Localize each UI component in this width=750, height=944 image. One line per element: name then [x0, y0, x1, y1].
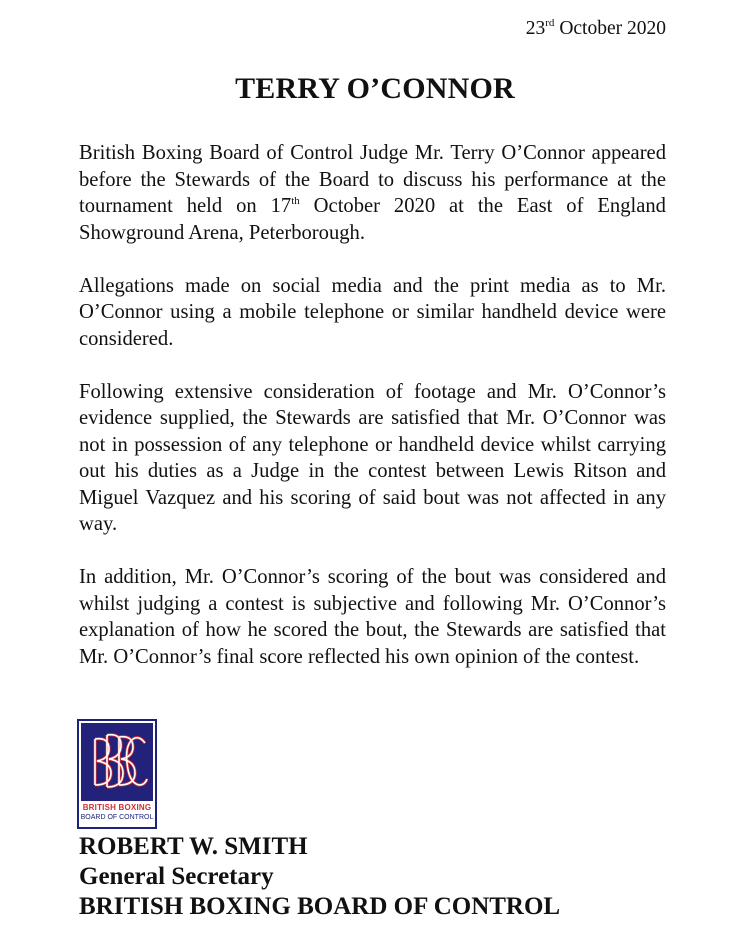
paragraph-3: Following extensive consideration of footage and Mr. O’Connor’s evidence supplied, the Stewards are satisfied that Mr. O’Connor was not in possession of any telephone or handheld device whilst carrying out his duties as a Judge in the contest between Lewis Ritson and Miguel Vazquez and his scoring of said bout was not affected in any way.	[79, 380, 666, 535]
signature-block	[79, 832, 560, 922]
logo-text-line1: BRITISH BOXING	[82, 803, 152, 812]
signatory-organisation: BRITISH BOXING BOARD OF CONTROL	[79, 893, 561, 920]
ordinal-suffix: th	[291, 195, 300, 207]
date-rest: October 2020	[554, 18, 666, 39]
paragraph-4: In addition, Mr. O’Connor’s scoring of the bout was considered and whilst judging a contest is subjective and following Mr. O’Connor’s explanation of how he scored the bout, the Stewards are satisfied that Mr. O’Connor’s final score reflected his own opinion of the contest.	[79, 566, 666, 668]
paragraph-2: Allegations made on social media and the print media as to Mr. O’Connor using a mobile telephone or similar handheld device were considered.	[79, 274, 666, 350]
date-day: 23	[525, 18, 546, 39]
document-date	[526, 18, 666, 40]
paragraph-1	[79, 140, 666, 246]
paragraph-1-text-a: British Boxing Board of Control Judge Mr. Terry O’Connor appeared before the Stewards of the Board to discuss his performance at the tournament held on 17	[79, 142, 666, 217]
logo-text-line2: BOARD OF CONTROL	[80, 814, 154, 821]
date-suffix: rd	[545, 17, 555, 29]
document-body	[79, 140, 666, 697]
bbbc-monogram-icon	[81, 723, 153, 801]
bbbc-logo	[77, 719, 157, 829]
signatory-role: General Secretary	[79, 863, 274, 890]
signatory-name: ROBERT W. SMITH	[79, 833, 308, 860]
document-title: TERRY O’CONNOR	[235, 72, 515, 105]
paragraph-1-text-b: October 2020 at the East of England Showground Arena, Peterborough.	[79, 195, 666, 244]
